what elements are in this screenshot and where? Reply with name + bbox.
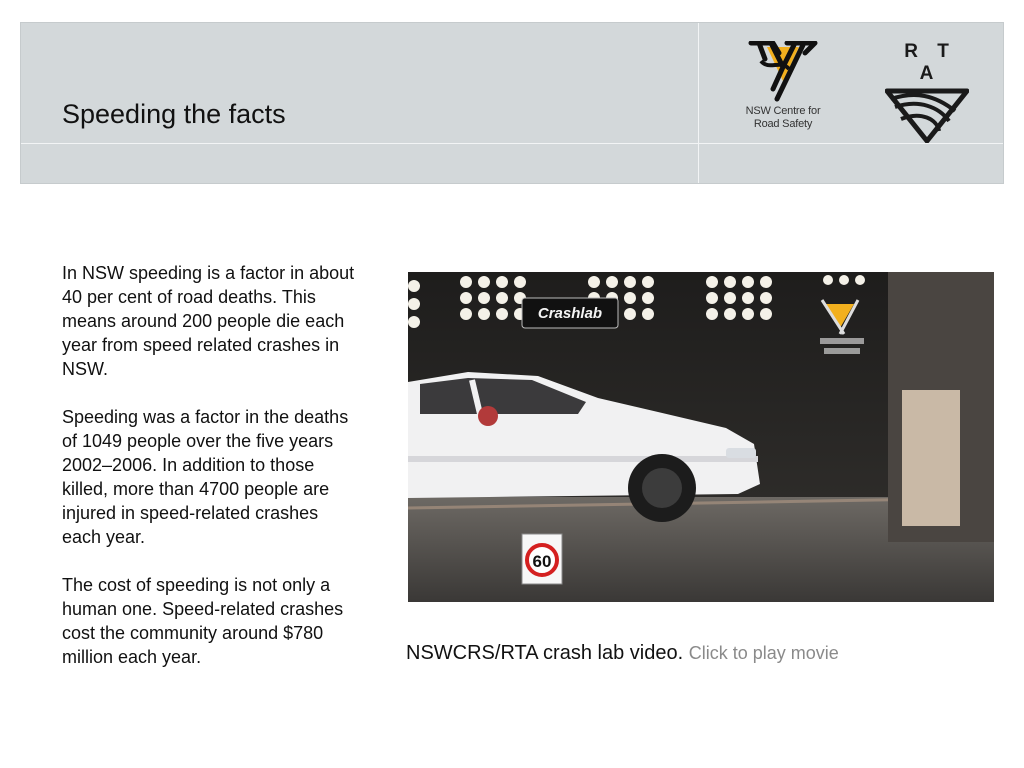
speed-sign-value: 60 [532, 552, 552, 571]
crash-lab-video[interactable] [408, 272, 994, 602]
play-movie-link[interactable]: Click to play movie [688, 643, 839, 663]
paragraph-deaths: Speeding was a factor in the deaths of 1049 people over the five years 2002–2006. In addition to those killed, more than 4700 people are injured in speed-related crashes each year. [62, 407, 349, 547]
paragraph-cost: The cost of speeding is not only a human one. Speed-related crashes cost the community around $780 million each year. [62, 575, 344, 667]
nsw-logo-caption-line1: NSW Centre for [745, 105, 821, 117]
slide-title: Speeding the facts [62, 99, 286, 129]
video-caption [406, 642, 839, 665]
header-divider-horizontal [21, 143, 1003, 144]
speed-limit-sign [522, 534, 562, 584]
video-caption-text: NSWCRS/RTA crash lab video. [406, 642, 684, 664]
slide-header [20, 22, 1004, 184]
nsw-logo-mark-icon [743, 41, 823, 103]
nsw-logo-caption-line2: Road Safety [753, 118, 813, 130]
paragraph-speeding-factor: In NSW speeding is a factor in about 40 per cent of road deaths. This means around 200 people die each year from speed related crashes in NSW. [62, 263, 355, 379]
body-text [62, 261, 362, 693]
header-divider-vertical [698, 23, 699, 183]
rta-logo-mark-icon [885, 85, 969, 143]
nsw-road-safety-logo [743, 41, 823, 137]
crash-lab-video-frame [408, 272, 994, 602]
rta-logo-letters: R T A [904, 41, 956, 84]
rta-logo [885, 41, 969, 123]
crashlab-sign: Crashlab [537, 305, 603, 322]
